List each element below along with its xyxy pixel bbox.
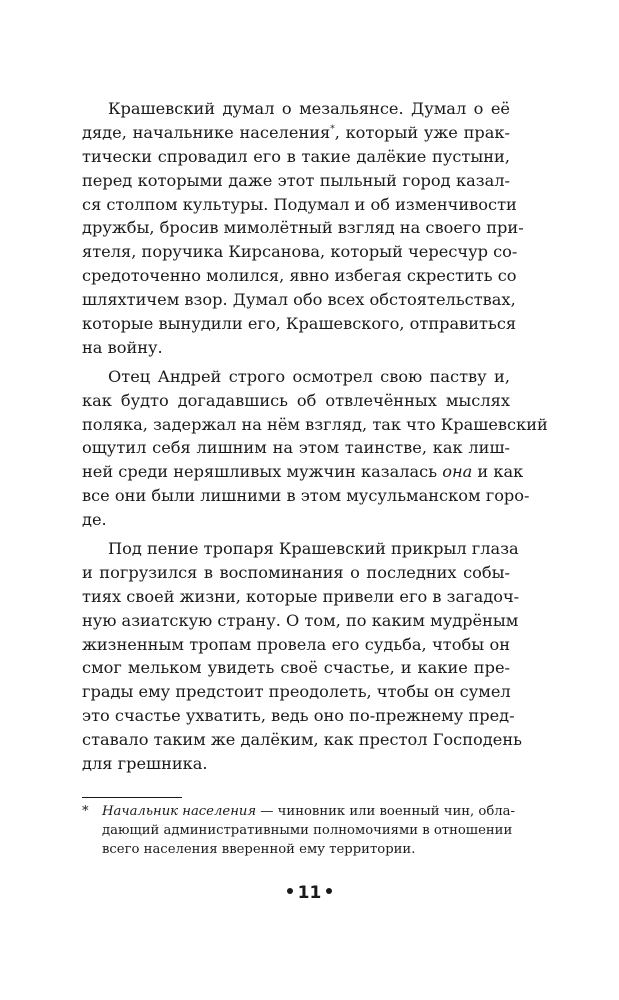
text-line: ощутил себя лишним на этом таинстве, как лиш- (82, 438, 510, 458)
footnote-line: дающий административными полномочиями в отношении (102, 823, 513, 838)
footnote-term: Начальник населения (102, 804, 257, 819)
body-text (82, 97, 548, 776)
text-line: дружбы, бросив мимолётный взгляд на своего при- (82, 218, 524, 238)
text-line: шляхтичем взор. Думал обо всех обстоятельствах, (82, 290, 516, 310)
text-line: поляка, задержал на нём взгляд, так что Крашевский (82, 414, 548, 434)
page-number (0, 882, 619, 904)
footnote-ref[interactable]: * (330, 124, 335, 135)
text-line: средоточенно молился, явно избегая скрестить со (82, 266, 517, 286)
text-line: смог мельком увидеть своё счастье, и какие пре- (82, 658, 510, 678)
paragraph-3 (82, 537, 522, 776)
text-line: Крашевский думал о мезальянсе. Думал о её (108, 99, 510, 118)
paragraph-2 (82, 365, 548, 532)
text-line: как будто догадавшись об отвлечённых мыслях (82, 390, 510, 410)
text-line: ней среди неряшливых мужчин казалась она и как (82, 462, 524, 482)
text-line: ставало таким же далёким, как престол Господень (82, 730, 522, 750)
text-line: ся столпом культуры. Подумал и об изменчивости (82, 194, 517, 214)
page-number-value: 11 (297, 883, 322, 903)
text-line: ятеля, поручика Кирсанова, который чересчур со- (82, 242, 518, 262)
footnote-line: всего населения вверенной ему территории. (102, 842, 416, 857)
text-line: тически спровадил его в такие далёкие пустыни, (82, 146, 510, 166)
text-line: Под пение тропаря Крашевский прикрыл глаза (108, 539, 519, 559)
text-line: на войну. (82, 337, 163, 357)
text-line: Отец Андрей строго осмотрел свою паству и, (108, 366, 510, 386)
bullet-left-icon (287, 888, 293, 894)
text-line: все они были лишними в этом мусульманском горо- (82, 486, 530, 506)
footnote-mark: * (82, 804, 89, 819)
text-line: для грешника. (82, 754, 208, 774)
footnote-divider (82, 797, 182, 798)
text-line: ную азиатскую страну. О том, по каким мудрёным (82, 610, 519, 630)
footnote-line: * Начальник населения — чиновник или военный чин, обла- (82, 804, 515, 819)
text-line: тиях своей жизни, которые привели его в загадоч- (82, 586, 520, 606)
text-line: которые вынудили его, Крашевского, отправиться (82, 314, 517, 334)
text-line: дяде, начальнике населения*, который уже прак- (82, 122, 510, 142)
text-line: грады ему предстоит преодолеть, чтобы он сумел (82, 682, 511, 702)
text-line: де. (82, 510, 107, 530)
text-line: и погрузился в воспоминания о последних собы- (82, 562, 510, 582)
italic-word: она (442, 462, 473, 482)
text-line: жизненным тропам провела его судьба, чтобы он (82, 634, 510, 654)
text-line: перед которыми даже этот пыльный город казал- (82, 170, 510, 190)
bullet-right-icon (326, 888, 332, 894)
footnote (82, 802, 515, 859)
paragraph-1 (82, 97, 524, 360)
text-line: это счастье ухватить, ведь оно по-прежнему пред- (82, 706, 515, 726)
